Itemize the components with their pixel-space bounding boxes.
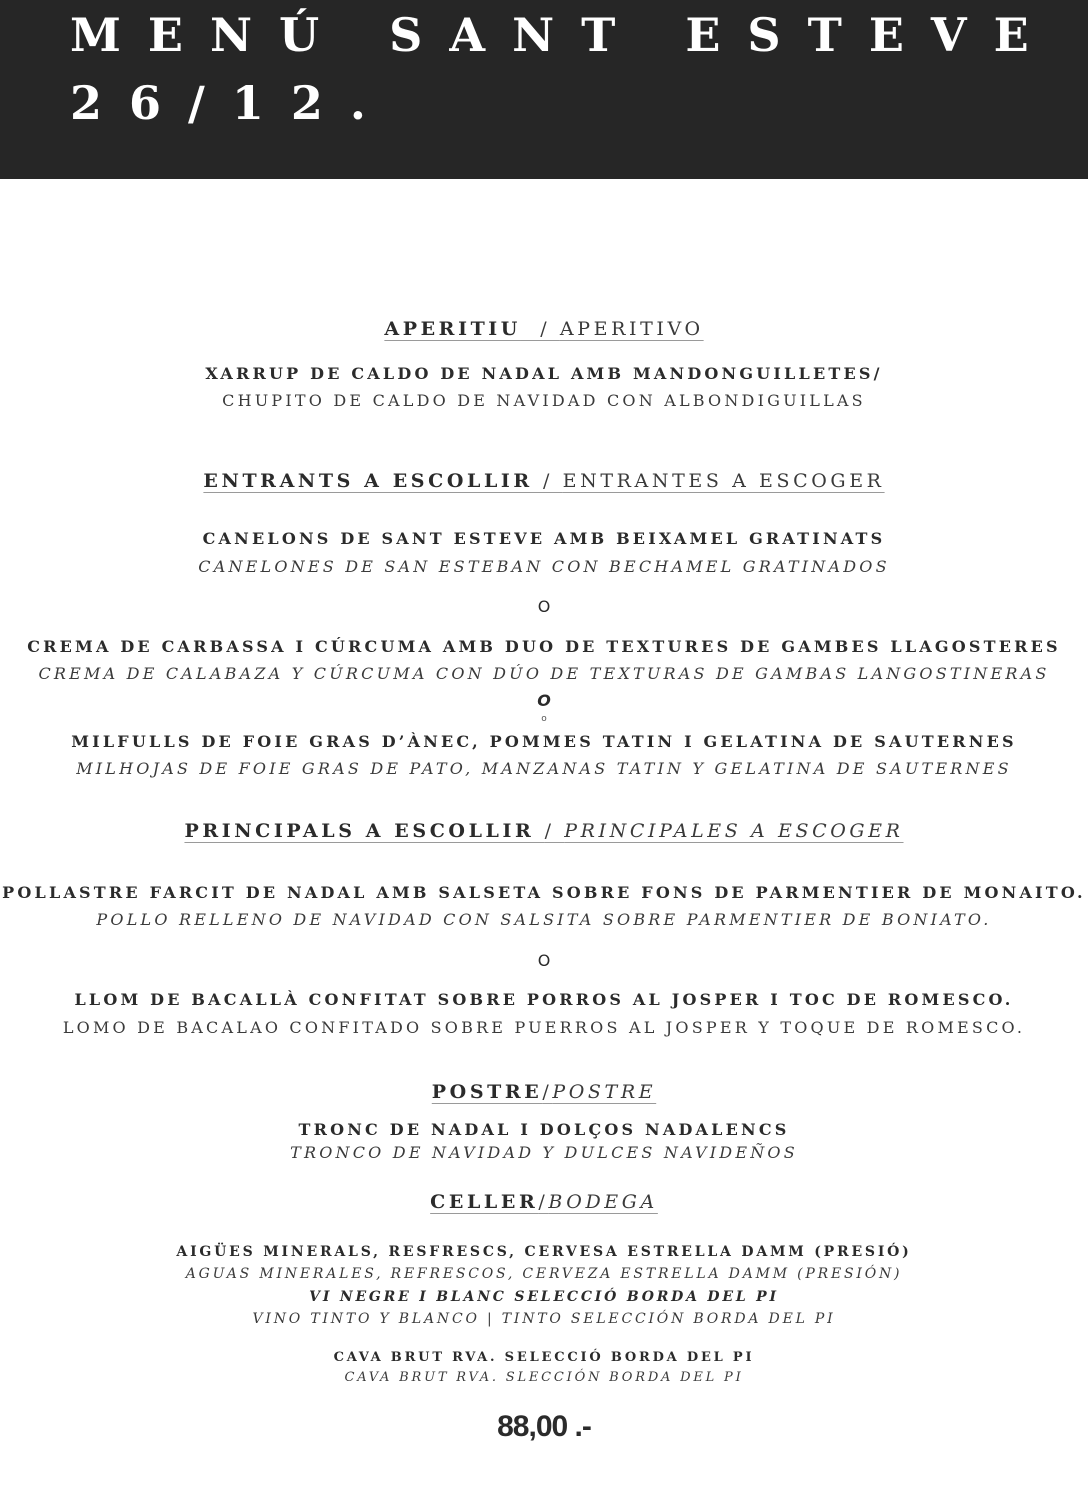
dish-catalan: LLOM DE BACALLÀ CONFITAT SOBRE PORROS AL JOSPER I TOC DE ROMESCO. (74, 990, 1014, 1009)
menu-date: 26/12. (70, 76, 393, 130)
heading-catalan: PRINCIPALS A ESCOLLIR (184, 820, 545, 842)
heading-separator: / (538, 1191, 549, 1213)
heading-spanish: ENTRANTES A ESCOGER (562, 470, 885, 492)
dish-catalan: POLLASTRE FARCIT DE NADAL AMB SALSETA SOBRE FONS DE PARMENTIER DE MONAITO. (2, 883, 1086, 902)
drink-catalan: AIGÜES MINERALS, RESFRESCS, CERVESA ESTRELLA DAMM (PRESIÓ) (176, 1244, 912, 1260)
or-separator: O (537, 597, 551, 616)
section-heading-entrants (0, 470, 1088, 492)
heading-spanish: APERITIVO (559, 318, 704, 340)
dish-catalan: CREMA DE CARBASSA I CÚRCUMA AMB DUO DE TEXTURES DE GAMBES LLAGOSTERES (27, 637, 1061, 656)
heading-catalan: POSTRE (431, 1081, 543, 1103)
or-separator: O (537, 951, 551, 970)
heading-catalan: ENTRANTS A ESCOLLIR (203, 470, 543, 492)
dish-spanish: MILHOJAS DE FOIE GRAS DE PATO, MANZANAS TATIN Y GELATINA DE SAUTERNES (76, 759, 1012, 778)
dish-spanish: CANELONES DE SAN ESTEBAN CON BECHAMEL GRATINADOS (198, 557, 890, 576)
dish-catalan: MILFULLS DE FOIE GRAS D’ÀNEC, POMMES TATIN I GELATINA DE SAUTERNES (71, 732, 1017, 751)
drink-catalan: VI NEGRE I BLANC SELECCIÓ BORDA DEL PI (309, 1289, 779, 1305)
heading-separator: / (543, 470, 563, 492)
dish-spanish: POLLO RELLENO DE NAVIDAD CON SALSITA SOBRE PARMENTIER DE BONIATO. (96, 910, 992, 929)
menu-price: 88,00 .- (497, 1410, 591, 1443)
section-heading-postre (0, 1081, 1088, 1103)
heading-spanish: PRINCIPALES A ESCOGER (564, 820, 904, 842)
or-separator-small: o (541, 714, 547, 724)
heading-catalan: APERITIU (384, 318, 521, 340)
menu-header (0, 0, 1088, 179)
menu-title: MENÚ SANT ESTEVE (70, 8, 1056, 62)
drink-spanish: VINO TINTO Y BLANCO | TINTO SELECCIÓN BORDA DEL PI (252, 1311, 836, 1327)
heading-separator: / (544, 820, 565, 842)
or-separator: O (537, 691, 551, 710)
heading-spanish: POSTRE (552, 1081, 657, 1103)
dish-spanish: CHUPITO DE CALDO DE NAVIDAD CON ALBONDIGUILLAS (222, 391, 866, 410)
dish-catalan: TRONC DE NADAL I DOLÇOS NADALENCS (298, 1120, 790, 1139)
heading-catalan: CELLER (430, 1191, 539, 1213)
drink-spanish: CAVA BRUT RVA. SLECCIÓN BORDA DEL PI (344, 1370, 744, 1385)
drink-catalan: CAVA BRUT RVA. SELECCIÓ BORDA DEL PI (333, 1350, 755, 1365)
heading-spanish: BODEGA (548, 1191, 658, 1213)
drink-spanish: AGUAS MINERALES, REFRESCOS, CERVEZA ESTRELLA DAMM (PRESIÓN) (185, 1266, 903, 1282)
heading-separator: / (520, 318, 560, 340)
dish-spanish: LOMO DE BACALAO CONFITADO SOBRE PUERROS AL JOSPER Y TOQUE DE ROMESCO. (62, 1018, 1026, 1037)
section-heading-principals (0, 820, 1088, 842)
dish-spanish: CREMA DE CALABAZA Y CÚRCUMA CON DÚO DE TEXTURAS DE GAMBAS LANGOSTINERAS (38, 664, 1050, 683)
dish-spanish: TRONCO DE NAVIDAD Y DULCES NAVIDEÑOS (290, 1143, 798, 1162)
section-heading-aperitiu (0, 318, 1088, 340)
dish-catalan: CANELONS DE SANT ESTEVE AMB BEIXAMEL GRATINATS (202, 529, 886, 548)
dish-catalan: XARRUP DE CALDO DE NADAL AMB MANDONGUILLETES/ (205, 364, 883, 383)
heading-separator: / (542, 1081, 553, 1103)
section-heading-celler (0, 1191, 1088, 1213)
